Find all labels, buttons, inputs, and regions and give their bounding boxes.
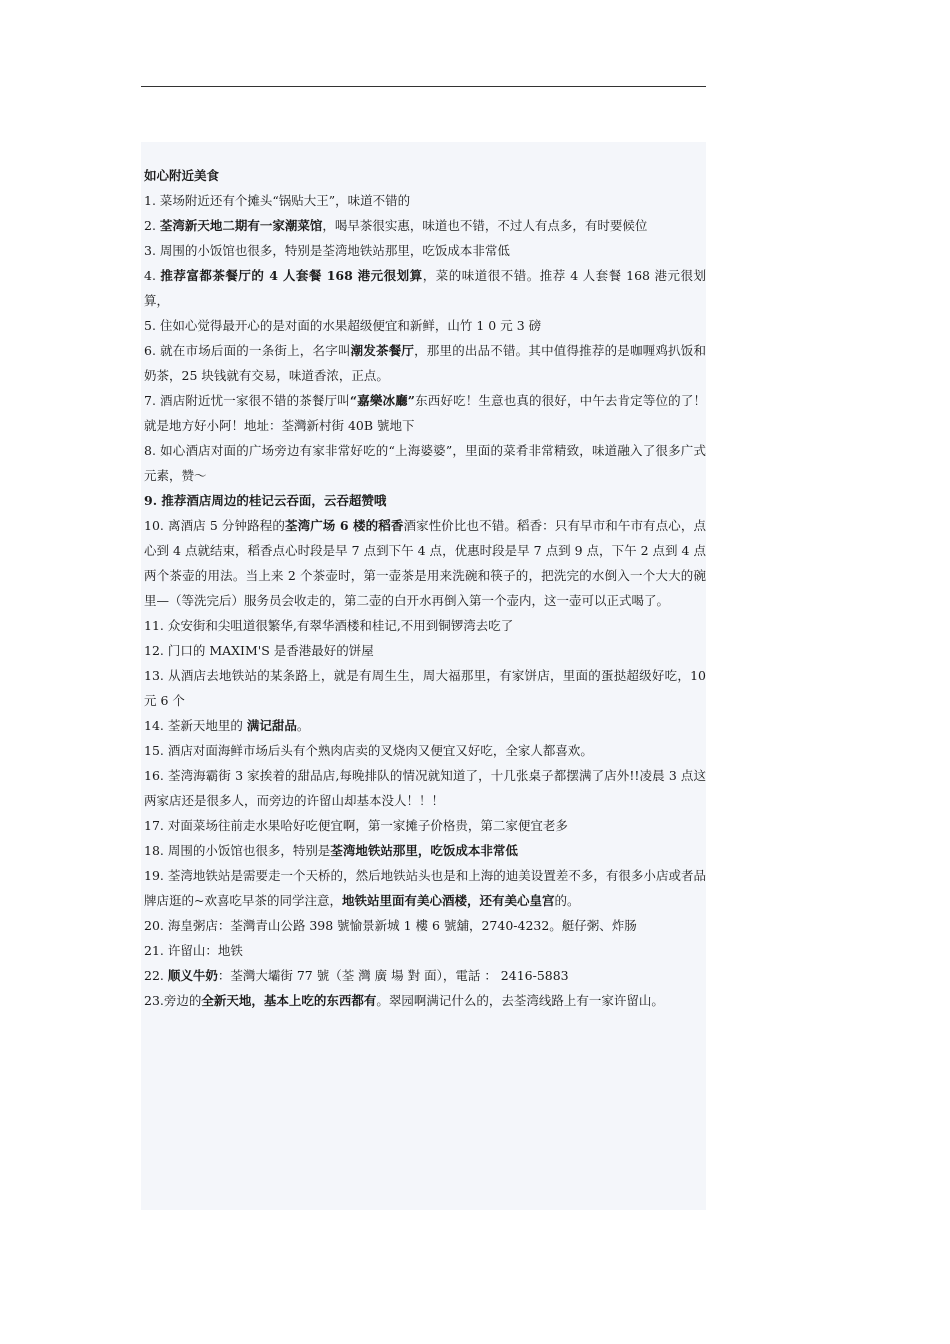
list-item xyxy=(144,838,706,863)
item-text: 20. 海皇粥店：荃灣青山公路 398 號愉景新城 1 樓 6 號舖，2740-4232。艇仔粥、炸肠 xyxy=(144,918,637,933)
highlighted-text: 推荐富都茶餐厅的 4 人套餐 168 港元很划算 xyxy=(160,268,423,283)
item-text: 22. xyxy=(144,968,168,983)
list-item xyxy=(144,613,706,638)
food-list xyxy=(144,188,706,1013)
list-item xyxy=(144,238,706,263)
list-item xyxy=(144,638,706,663)
highlighted-text: 9. 推荐酒店周边的桂记云吞面，云吞超赞哦 xyxy=(144,493,387,508)
list-item xyxy=(144,713,706,738)
item-text: ，菜的味道很不错。推荐 4 人套餐 168 港元很划算， xyxy=(144,268,706,308)
item-text: 23.旁边的 xyxy=(144,993,202,1008)
list-item xyxy=(144,988,706,1013)
list-item xyxy=(144,663,706,713)
list-item xyxy=(144,213,706,238)
list-item xyxy=(144,488,706,513)
highlighted-text: 潮发茶餐厅 xyxy=(350,343,415,358)
item-text: ：荃灣大壩街 77 號（荃 灣 廣 場 對 面），電話 ： 2416-5883 xyxy=(217,968,569,983)
item-text: ，喝早茶很实惠，味道也不错，不过人有点多，有时要候位 xyxy=(322,218,648,233)
item-text: 10. 离酒店 5 分钟路程的 xyxy=(144,518,285,533)
list-item xyxy=(144,513,706,613)
list-item xyxy=(144,763,706,813)
list-item xyxy=(144,313,706,338)
item-text: 7. 酒店附近忧一家很不错的茶餐厅叫 xyxy=(144,393,350,408)
highlighted-text: 地铁站里面有美心酒楼，还有美心皇宫 xyxy=(341,893,555,908)
item-text: 4. xyxy=(144,268,161,283)
highlighted-text: “嘉樂冰廳” xyxy=(349,393,415,408)
highlighted-text: 全新天地，基本上吃的东西都有 xyxy=(201,993,377,1008)
item-text: 的。 xyxy=(554,893,580,908)
list-item xyxy=(144,263,706,313)
list-item xyxy=(144,338,706,388)
highlighted-text: 荃湾广场 6 楼的稻香 xyxy=(284,518,404,533)
item-text: 13. 从酒店去地铁站的某条路上，就是有周生生，周大福那里，有家饼店，里面的蛋挞超级好吃，10 元 6 个 xyxy=(144,668,706,708)
list-item xyxy=(144,963,706,988)
item-text: 6. 就在市场后面的一条街上，名字叫 xyxy=(144,343,351,358)
item-text: 酒家性价比也不错。稻香：只有早市和午市有点心，点心到 4 点就结束，稻香点心时段是早 7 点到下午 4 点，优惠时段是早 7 点到 9 点，下午 2 点到 4 点两个茶壶的用法。当上来 2 个茶壶时，第一壶茶是用来洗碗和筷子的，把洗完的水倒入一个大大的碗里—（等洗完后）服务员会收走的，第二壶的白开水再倒入第一个壶内，这一壶可以正式喝了。 xyxy=(144,518,706,608)
item-text: 21. 许留山：地铁 xyxy=(144,943,243,958)
item-text: 18. 周围的小饭馆也很多，特别是 xyxy=(144,843,331,858)
item-text: 3. 周围的小饭馆也很多，特别是荃湾地铁站那里，吃饭成本非常低 xyxy=(144,243,510,258)
header-rule xyxy=(141,86,706,87)
list-item xyxy=(144,188,706,213)
item-text: 15. 酒店对面海鲜市场后头有个熟肉店卖的叉烧肉又便宜又好吃，全家人都喜欢。 xyxy=(144,743,593,758)
item-text: 2. xyxy=(144,218,160,233)
list-item xyxy=(144,938,706,963)
item-text: 8. 如心酒店对面的广场旁边有家非常好吃的“上海婆婆”，里面的菜肴非常精致，味道融入了很多广式元素，赞～ xyxy=(144,443,706,483)
highlighted-text: 荃湾新天地二期有一家潮菜馆 xyxy=(159,218,323,233)
highlighted-text: 荃湾地铁站那里，吃饭成本非常低 xyxy=(330,843,518,858)
item-text: ，那里的出品不错。其中值得推荐的是咖喱鸡扒饭和奶茶，25 块钱就有交易，味道香浓，正点。 xyxy=(144,343,706,383)
document-title: 如心附近美食 xyxy=(144,168,220,183)
item-text: 1. 菜场附近还有个摊头“锅贴大王”，味道不错的 xyxy=(144,193,411,208)
item-text: 。翠园啊满记什么的，去荃湾线路上有一家许留山。 xyxy=(376,993,664,1008)
item-text: 14. 荃新天地里的 xyxy=(144,718,247,733)
document-body xyxy=(144,163,706,1013)
list-item xyxy=(144,813,706,838)
item-text: 12. 门口的 MAXIM'S 是香港最好的饼屋 xyxy=(144,643,374,658)
item-text: 17. 对面菜场往前走水果哈好吃便宜啊，第一家摊子价格贵，第二家便宜老多 xyxy=(144,818,568,833)
list-item xyxy=(144,913,706,938)
item-text: 。 xyxy=(296,718,310,733)
list-item xyxy=(144,863,706,913)
item-text: 5. 住如心觉得最开心的是对面的水果超级便宜和新鲜，山竹 1 0 元 3 磅 xyxy=(144,318,542,333)
item-text: 16. 荃湾海霸街 3 家挨着的甜品店,每晚排队的情况就知道了，十几张桌子都摆满了店外!!凌晨 3 点这两家店还是很多人，而旁边的许留山却基本没人！！！ xyxy=(144,768,706,808)
item-text: 东西好吃！生意也真的很好，中午去肯定等位的了！就是地方好小阿！地址：荃灣新村街 40B 號地下 xyxy=(144,393,706,433)
list-item xyxy=(144,438,706,488)
list-item xyxy=(144,738,706,763)
list-item xyxy=(144,388,706,438)
highlighted-text: 顺义牛奶 xyxy=(167,968,218,983)
item-text: 19. 荃湾地铁站是需要走一个天桥的，然后地铁站头也是和上海的迪美设置差不多，有很多小店或者品牌店逛的~欢喜吃早茶的同学注意， xyxy=(144,868,706,908)
highlighted-text: 满记甜品 xyxy=(246,718,297,733)
item-text: 11. 众安街和尖咀道很繁华,有翠华酒楼和桂记,不用到铜锣湾去吃了 xyxy=(144,618,514,633)
